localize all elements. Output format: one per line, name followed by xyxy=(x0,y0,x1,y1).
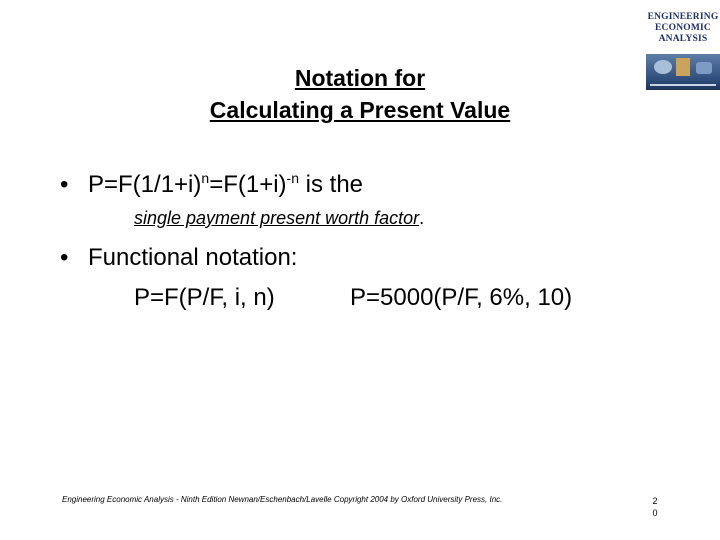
page-number-digit-2: 0 xyxy=(652,508,658,518)
notation-general: P=F(P/F, i, n) xyxy=(134,284,275,311)
factor-name-line xyxy=(134,208,424,229)
formula-part-2: =F(1+i) xyxy=(209,171,287,198)
formula-exponent-minus-n: -n xyxy=(286,170,299,186)
factor-name-period: . xyxy=(419,208,425,228)
page-number xyxy=(651,495,659,519)
slide-title-line-1: Notation for xyxy=(294,65,426,91)
formula-part-1: P=F(1/1+i) xyxy=(88,171,202,198)
functional-notation-label: Functional notation: xyxy=(88,244,298,271)
book-cover-title-line-3: ANALYSIS xyxy=(658,34,708,44)
slide-title xyxy=(0,62,720,126)
bullet-formula xyxy=(60,163,363,200)
formula-exponent-n: n xyxy=(201,170,210,186)
bullet-functional-notation xyxy=(60,243,297,273)
book-cover-title-line-1: ENGINEERING xyxy=(647,12,719,22)
notation-example: P=5000(P/F, 6%, 10) xyxy=(350,284,573,311)
book-cover-title-line-2: ECONOMIC xyxy=(655,23,711,33)
book-cover-title xyxy=(646,0,720,45)
factor-name: single payment present worth factor xyxy=(134,208,420,228)
formula-part-3: is the xyxy=(299,171,364,198)
bullet-marker: • xyxy=(60,171,69,198)
bullet-marker: • xyxy=(60,244,69,271)
page-number-digit-1: 2 xyxy=(652,496,658,506)
footer-copyright: Engineering Economic Analysis - Ninth Edition Newnan/Eschenbach/Lavelle Copyright 2004 by Oxford University Press, Inc. xyxy=(62,495,503,504)
slide-title-line-2: Calculating a Present Value xyxy=(209,97,511,123)
